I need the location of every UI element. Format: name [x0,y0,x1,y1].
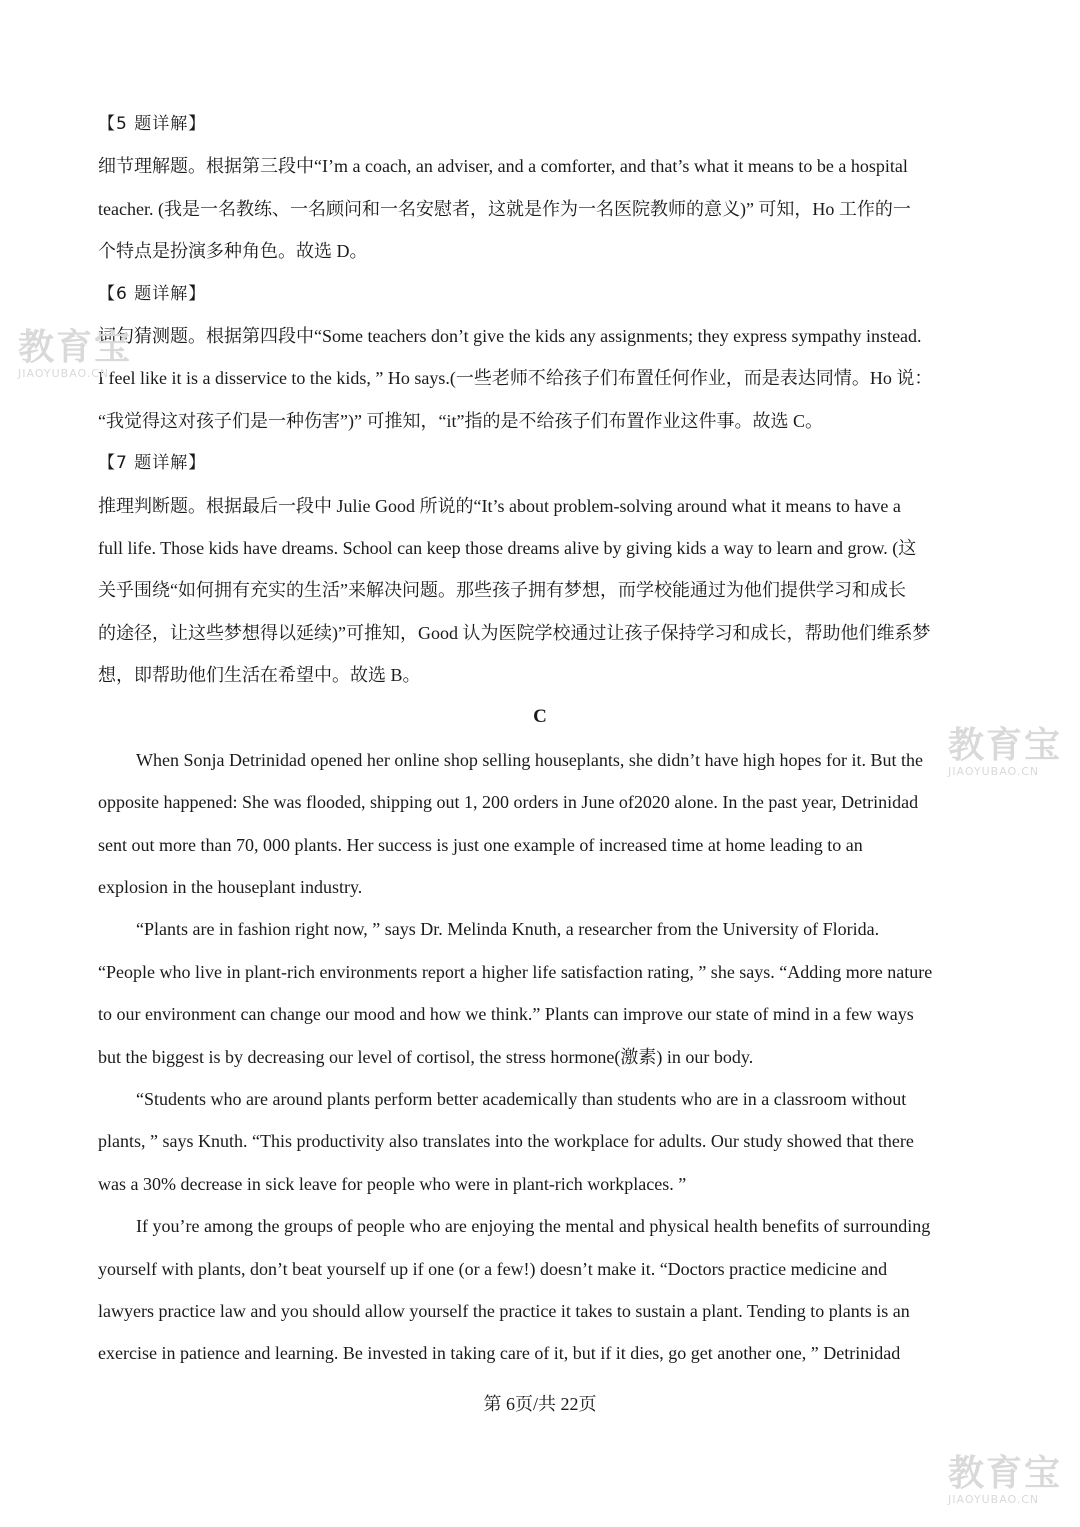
passage-line: yourself with plants, don’t beat yourself up if one (or a few!) doesn’t make it. “Doctors practice medicine and [98,1258,888,1279]
explanation-line: 关乎围绕“如何拥有充实的生活”来解决问题。那些孩子拥有梦想，而学校能通过为他们提供学习和成长 [98,580,906,601]
explanation-line: 词句猜测题。根据第四段中“Some teachers don’t give the kids any assignments; they express sympathy instead. [98,325,922,346]
watermark-text: 教育宝 [948,1453,1063,1494]
passage-line: When Sonja Detrinidad opened her online shop selling houseplants, she didn’t have high hopes for it. But the [136,749,924,770]
passage-line: “Plants are in fashion right now, ” says Dr. Melinda Knuth, a researcher from the University of Florida. [136,919,880,940]
watermark-text: 教育宝 [18,327,133,368]
explanation-line: “我觉得这对孩子们是一种伤害”)” 可推知，“it”指的是不给孩子们布置作业这件事。故选 C。 [98,410,823,431]
document-body [98,103,982,1375]
passage-line: explosion in the houseplant industry. [98,877,363,898]
passage-line: “People who live in plant-rich environments report a higher life satisfaction rating, ” she says. “Adding more nature [98,961,933,982]
watermark-logo [948,1453,1063,1506]
explanation-line: 个特点是扮演多种角色。故选 D。 [98,241,368,262]
watermark-url: JIAOYUBAO.CN [948,765,1040,778]
passage-line: was a 30% decrease in sick leave for people who were in plant-rich workplaces. ” [98,1173,687,1194]
explanation-line: full life. Those kids have dreams. School can keep those dreams alive by giving kids a way to learn and grow. (这 [98,537,917,558]
watermark-url: JIAOYUBAO.CN [18,367,110,380]
passage-line: sent out more than 70, 000 plants. Her success is just one example of increased time at home leading to an [98,834,863,855]
section-heading: 【7 题详解】 [98,453,207,474]
explanation-line: teacher. (我是一名教练、一名顾问和一名安慰者，这就是作为一名医院教师的意义)” 可知，Ho 工作的一 [98,198,911,219]
section-heading: 【6 题详解】 [98,283,207,304]
passage-title: C [533,706,547,728]
passage-line: plants, ” says Knuth. “This productivity also translates into the workplace for adults. Our study showed that there [98,1131,914,1152]
explanation-line: 的途径，让这些梦想得以延续)”可推知，Good 认为医院学校通过让孩子保持学习和成长，帮助他们维系梦 [98,622,931,643]
explanation-line: 推理判断题。根据最后一段中 Julie Good 所说的“It’s about problem-solving around what it means to have a [98,495,901,516]
passage-line: If you’re among the groups of people who are enjoying the mental and physical health benefits of surrounding [136,1216,931,1237]
passage-line: to our environment can change our mood and how we think.” Plants can improve our state of mind in a few ways [98,1004,914,1025]
page-footer: 第 6页/共 22页 [483,1394,597,1414]
watermark-url: JIAOYUBAO.CN [948,1493,1040,1506]
explanation-line: 细节理解题。根据第三段中“I’m a coach, an adviser, and a comforter, and that’s what it means to be a hospital [98,156,908,177]
passage-line: “Students who are around plants perform better academically than students who are in a classroom without [136,1088,907,1109]
passage-line: opposite happened: She was flooded, shipping out 1, 200 orders in June of2020 alone. In the past year, Detrinidad [98,792,919,813]
section-heading: 【5 题详解】 [98,114,207,134]
passage-line: exercise in patience and learning. Be invested in taking care of it, but if it dies, go get another one, ” Detrinidad [98,1343,901,1364]
watermark-text: 教育宝 [948,725,1063,766]
passage-line: but the biggest is by decreasing our level of cortisol, the stress hormone(激素) in our body. [98,1046,754,1067]
passage-line: lawyers practice law and you should allow yourself the practice it takes to sustain a plant. Tending to plants is an [98,1300,910,1321]
explanation-line: I feel like it is a disservice to the kids, ” Ho says.(一些老师不给孩子们布置任何作业，而是表达同情。Ho 说： [98,368,933,389]
explanation-line: 想，即帮助他们生活在希望中。故选 B。 [98,665,421,686]
